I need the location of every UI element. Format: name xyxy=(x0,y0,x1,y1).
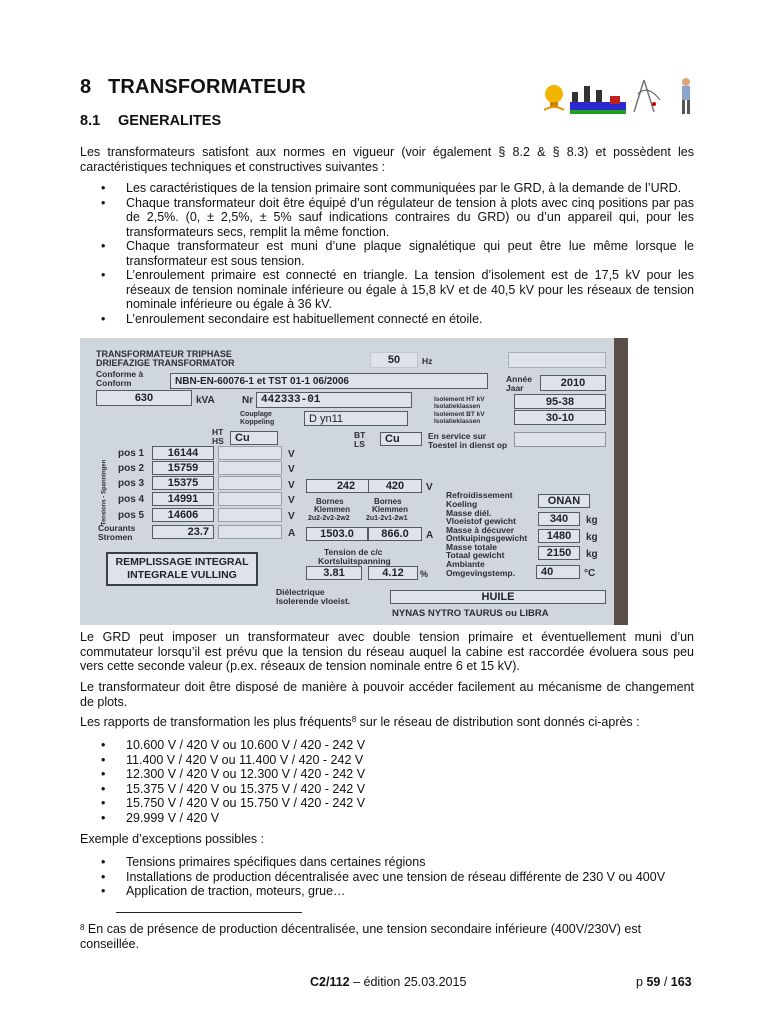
subsection-heading xyxy=(80,113,221,129)
plate-ls-label: LS xyxy=(354,439,365,449)
plate-masse-tot-label: Masse totale xyxy=(446,542,498,552)
plate-pos-value: 14991 xyxy=(152,492,214,506)
footer-page-number xyxy=(636,975,692,989)
footer-edition: – édition 25.03.2015 xyxy=(349,975,467,989)
plate-bornes-label: Bornes xyxy=(316,497,344,506)
plate-pos-label: pos 2 xyxy=(118,463,145,474)
plate-serial: 442333-01 xyxy=(256,392,412,408)
bullet-icon: • xyxy=(101,855,106,869)
footnote xyxy=(80,922,694,952)
characteristics-list xyxy=(80,181,694,326)
plate-service-label-nl: Toestel in dienst op xyxy=(428,440,508,450)
plate-cooling-label-nl: Koeling xyxy=(446,499,478,509)
plate-conforme-label: Conforme à xyxy=(96,369,144,379)
plate-iso-bt-value: 30-10 xyxy=(514,410,606,425)
plate-kg-unit: kg xyxy=(586,532,598,543)
list-item-text: 15.750 V / 420 V ou 15.750 V / 420 - 242 V xyxy=(126,796,366,810)
plate-frequency: 50 xyxy=(370,352,418,368)
plate-current-secondary: 1503.0 xyxy=(306,527,368,541)
plate-klemmen-label: Klemmen xyxy=(372,505,409,514)
plate-masse-diel-label: Masse diél. xyxy=(446,508,492,518)
plate-ambiante-label: Ambiante xyxy=(446,559,485,569)
list-item xyxy=(80,753,694,768)
list-item xyxy=(80,870,694,885)
footer-page-total: 163 xyxy=(670,975,692,989)
plate-v-unit: V xyxy=(288,480,295,491)
plate-bornes-label: Bornes xyxy=(374,497,402,506)
plate-edge xyxy=(614,338,628,625)
plate-courants-label: Courants xyxy=(98,523,136,533)
plate-v-unit: V xyxy=(288,449,295,460)
plate-ht-label: HT xyxy=(212,427,224,437)
plate-frequency-unit: Hz xyxy=(422,356,433,366)
footnote-text: En cas de présence de production décentralisée, une tension secondaire inférieure (400V/230V) est conseillée. xyxy=(80,922,642,951)
plate-a-unit: A xyxy=(426,530,434,541)
plate-masse-dec-label: Masse à décuver xyxy=(446,525,515,535)
plate-dielectrique-label: Diélectrique xyxy=(276,587,325,597)
section-number: 8 xyxy=(80,76,92,98)
transformer-nameplate xyxy=(80,338,628,625)
plate-remplissage-box xyxy=(106,552,258,586)
list-item-text: Les caractéristiques de la tension primaire sont communiquées par le GRD, à la demande de l’URD. xyxy=(126,181,682,195)
plate-cooling-label: Refroidissement xyxy=(446,490,513,500)
worker-icon xyxy=(682,78,690,114)
plate-tension-cc-value: 3.81 xyxy=(306,566,362,580)
footnote-separator xyxy=(116,912,302,913)
list-item xyxy=(80,767,694,782)
factory-icon xyxy=(570,86,626,114)
list-item-text: Tensions primaires spécifiques dans certaines régions xyxy=(126,855,426,869)
plate-current-secondary: 866.0 xyxy=(368,527,422,541)
list-item-text: 11.400 V / 420 V ou 11.400 V / 420 - 242 V xyxy=(126,752,364,767)
plate-iso-bt-label-nl: Isolatieklassen xyxy=(434,418,481,425)
plate-coupling: D yn11 xyxy=(304,411,408,426)
plate-masse-tot: 2150 xyxy=(538,546,580,560)
footer-page-prefix: p xyxy=(636,975,647,989)
list-item-text: L’enroulement primaire est connecté en triangle. La tension d’isolement est de 17,5 kV pour les réseaux de tension nominale inférieure ou égale à 15,8 kV et de 40,5 kV pour les réseaux de tension nominale inférieure ou égale à 36 kV. xyxy=(126,268,694,311)
plate-tensions-label: Tensions - Spanningen xyxy=(101,459,108,526)
plate-blank-box xyxy=(218,446,282,460)
plate-tension-cc-value: 4.12 xyxy=(368,566,418,580)
section-heading xyxy=(80,76,306,99)
bullet-icon: • xyxy=(101,181,106,195)
plate-deg-unit: °C xyxy=(584,568,596,579)
access-paragraph: Le transformateur doit être disposé de manière à pouvoir accéder facilement au mécanisme de changement de plots. xyxy=(80,680,694,709)
plate-kg-unit: kg xyxy=(586,549,598,560)
list-item-text: Chaque transformateur est muni d’une plaque signalétique qui peut être lue même lorsque le transformateur est sous tension. xyxy=(126,239,694,268)
subsection-title: GENERALITES xyxy=(118,113,222,129)
plate-standard: NBN-EN-60076-1 et TST 01-1 06/2006 xyxy=(170,373,488,389)
plate-current-primary: 23.7 xyxy=(152,525,214,539)
plate-kg-unit: kg xyxy=(586,515,598,526)
plate-blank-box xyxy=(218,492,282,506)
bulb-icon xyxy=(544,85,564,110)
plate-iso-ht-label-nl: Isolatieklassen xyxy=(434,403,481,410)
list-item xyxy=(80,312,694,327)
plate-masse-diel: 340 xyxy=(538,512,580,526)
plate-hs-label: HS xyxy=(212,436,224,446)
plate-v-unit: V xyxy=(426,482,433,493)
plate-pct-unit: % xyxy=(420,569,429,579)
list-item xyxy=(80,196,694,240)
list-item xyxy=(80,268,694,312)
list-item xyxy=(80,239,694,268)
plate-couplage-label: Couplage xyxy=(240,411,272,418)
plate-pos-value: 14606 xyxy=(152,508,214,522)
bullet-icon: • xyxy=(101,781,106,796)
list-item xyxy=(80,811,694,826)
footnote-ref: 8 xyxy=(351,715,357,724)
plate-koppeling-label: Koppeling xyxy=(240,419,275,426)
plate-service-label: En service sur xyxy=(428,431,487,441)
plate-service-date xyxy=(514,432,606,447)
plate-tension-cc-label: Tension de c/c xyxy=(324,547,383,557)
plate-masse-diel-label-nl: Vloeistof gewicht xyxy=(446,516,516,526)
plate-pos-value: 15759 xyxy=(152,461,214,475)
plate-nr-label: Nr xyxy=(242,395,254,406)
ratios-intro xyxy=(80,715,694,730)
plate-power: 630 xyxy=(96,390,192,406)
power-line-icon xyxy=(634,80,660,112)
list-item xyxy=(80,181,694,196)
plate-a-unit: A xyxy=(288,528,296,539)
ratios-list xyxy=(80,738,694,825)
plate-jaar-label: Jaar xyxy=(506,383,524,393)
bullet-icon: • xyxy=(101,869,106,884)
list-item-text: 29.999 V / 420 V xyxy=(126,810,220,825)
bullet-icon: • xyxy=(101,195,106,210)
plate-annee-label: Année xyxy=(506,374,532,384)
subsection-number: 8.1 xyxy=(80,113,101,129)
plate-oil-brand: NYNAS NYTRO TAURUS ou LIBRA xyxy=(392,608,549,619)
plate-bt-material: Cu xyxy=(380,432,422,446)
plate-dielectrique-label-nl: Isolerende vloeist. xyxy=(276,596,351,606)
plate-pos-label: pos 5 xyxy=(118,510,145,521)
list-item-text: 10.600 V / 420 V ou 10.600 V / 420 - 242 V xyxy=(126,738,366,752)
plate-pos-value: 16144 xyxy=(152,446,214,460)
plate-conform-label: Conform xyxy=(96,378,132,388)
plate-stromen-label: Stromen xyxy=(98,532,133,542)
list-item-text: Chaque transformateur doit être équipé d’un régulateur de tension à plots avec cinq positions par pas de 2,5%. (0, ± 2,5%, ± 5% sauf indications contraires du GRD) ou d’un appareil qui, pour les transformateurs secs, remplit la même fonction. xyxy=(126,195,694,239)
bullet-icon: • xyxy=(101,752,106,767)
list-item-text: 12.300 V / 420 V ou 12.300 V / 420 - 242 V xyxy=(126,767,366,781)
list-item xyxy=(80,738,694,753)
bullet-icon: • xyxy=(101,738,106,752)
bullet-icon: • xyxy=(101,767,106,781)
plate-bornes-terminals: 2u2-2v2-2w2 xyxy=(308,515,350,522)
list-item xyxy=(80,796,694,811)
plate-masse-dec: 1480 xyxy=(538,529,580,543)
plate-ambiante-label-nl: Omgevingstemp. xyxy=(446,568,515,578)
plate-blank-box xyxy=(508,352,606,368)
plate-v-unit: V xyxy=(288,495,295,506)
plate-dielectric: HUILE xyxy=(390,590,606,604)
plate-title-nl: DRIEFAZIGE TRANSFORMATOR xyxy=(96,358,235,368)
plate-blank-box xyxy=(218,461,282,475)
plate-year: 2010 xyxy=(540,375,606,391)
intro-paragraph: Les transformateurs satisfont aux normes en vigueur (voir également § 8.2 & § 8.3) et possèdent les caractéristiques techniques et constructives suivantes : xyxy=(80,145,694,174)
plate-secondary-voltage: 242 xyxy=(306,479,386,493)
plate-tension-cc-label-nl: Kortsluitspanning xyxy=(318,556,391,566)
plate-klemmen-label: Klemmen xyxy=(314,505,351,514)
footer-page-sep: / xyxy=(660,975,671,989)
ratios-intro-text-end: sur le réseau de distribution sont donnés ci-après : xyxy=(356,715,640,729)
plate-secondary-voltage: 420 xyxy=(368,479,422,493)
exceptions-list xyxy=(80,855,694,899)
plate-remplissage-nl: INTEGRALE VULLING xyxy=(127,569,237,581)
plate-v-unit: V xyxy=(288,511,295,522)
section-title: TRANSFORMATEUR xyxy=(108,76,306,98)
plate-ht-material: Cu xyxy=(230,431,278,445)
plate-blank-box xyxy=(218,476,282,490)
plate-ambiante: 40 xyxy=(536,565,580,579)
plate-remplissage-fr: REMPLISSAGE INTEGRAL xyxy=(115,556,249,568)
plate-iso-ht-value: 95-38 xyxy=(514,394,606,409)
plate-pos-value: 15375 xyxy=(152,476,214,490)
list-item-text: 15.375 V / 420 V ou 15.375 V / 420 - 242 V xyxy=(126,781,366,796)
list-item xyxy=(80,884,694,899)
list-item xyxy=(80,782,694,797)
bullet-icon: • xyxy=(101,796,106,810)
plate-bornes-terminals: 2u1-2v1-2w1 xyxy=(366,515,408,522)
plate-title-fr: TRANSFORMATEUR TRIPHASE xyxy=(96,349,232,359)
exceptions-intro: Exemple d’exceptions possibles : xyxy=(80,832,265,846)
bullet-icon: • xyxy=(101,239,106,253)
plate-iso-ht-label: Isolement HT kV xyxy=(434,396,485,403)
footnote-number: 8 xyxy=(80,923,85,932)
bullet-icon: • xyxy=(101,311,106,326)
plate-pos-label: pos 4 xyxy=(118,494,145,505)
plate-masse-dec-label-nl: Ontkuipingsgewicht xyxy=(446,533,528,543)
footer-doc-code: C2/112 xyxy=(310,975,350,989)
plate-blank-box xyxy=(218,508,282,522)
footer-page: 59 xyxy=(646,975,661,989)
list-item-text: Installations de production décentralisée avec une tension de réseau différente de 230 V ou 400V xyxy=(126,869,666,884)
plate-power-unit: kVA xyxy=(196,395,215,406)
plate-pos-label: pos 1 xyxy=(118,448,145,459)
plate-pos-label: pos 3 xyxy=(118,478,145,489)
plate-masse-tot-label-nl: Totaal gewicht xyxy=(446,550,505,560)
list-item-text: L’enroulement secondaire est habituellement connecté en étoile. xyxy=(126,311,483,326)
list-item-text: Application de traction, moteurs, grue… xyxy=(126,884,346,898)
domain-pictograms xyxy=(540,74,695,116)
bullet-icon: • xyxy=(101,884,106,898)
footer-doc-ref xyxy=(310,975,466,989)
bullet-icon: • xyxy=(101,810,106,825)
list-item xyxy=(80,855,694,870)
plate-v-unit: V xyxy=(288,464,295,475)
plate-cooling: ONAN xyxy=(538,494,590,508)
bullet-icon: • xyxy=(101,268,106,282)
ratios-intro-text: Les rapports de transformation les plus fréquents xyxy=(80,715,352,729)
plate-blank-box xyxy=(218,525,282,539)
grd-paragraph: Le GRD peut imposer un transformateur avec double tension primaire et éventuellement muni d’un commutateur lorsqu’il est prévu que la tension du réseau auquel la cabine est raccordée évoluera sous peu vers cette seconde valeur (p.ex. réseaux de tension nominale entre 6 et 15 kV). xyxy=(80,630,694,673)
plate-bt-label: BT xyxy=(354,430,366,440)
plate-iso-bt-label: Isolement BT kV xyxy=(434,411,485,418)
